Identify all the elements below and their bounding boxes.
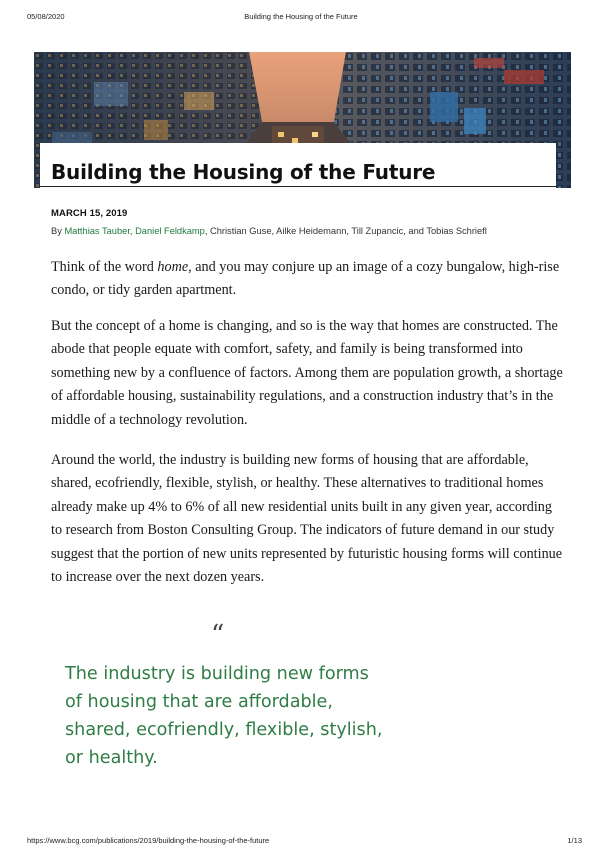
print-page-number: 1/13 [567, 836, 582, 845]
print-footer [0, 836, 602, 848]
author-link-1[interactable]: Matthias Tauber [64, 226, 130, 236]
print-url: https://www.bcg.com/publications/2019/building-the-housing-of-the-future [27, 836, 270, 845]
byline: By Matthias Tauber, Daniel Feldkamp, Christian Guse, Ailke Heidemann, Till Zupancic, and Tobias Schriefl [51, 226, 487, 236]
print-date: 05/08/2020 [27, 12, 65, 21]
pull-quote: The industry is building new forms of housing that are affordable, shared, ecofriendly, flexible, stylish, or healthy. [65, 664, 383, 768]
paragraph-1-emphasis: home [157, 259, 189, 275]
byline-authors: , Christian Guse, Ailke Heidemann, Till Zupancic, and Tobias Schriefl [204, 226, 487, 236]
paragraph-1 [51, 256, 566, 303]
paragraph-1-end: , and you may conjure up an image of a cozy bungalow, high-rise condo, or tidy garden apartment. [51, 259, 560, 299]
paragraph-3: Around the world, the industry is building new forms of housing that are affordable, shared, ecofriendly, flexible, stylish, or healthy. These alternatives to traditional homes already make up 4% to 6% of all new residential units built in any given year, according to research from Boston Consulting Group. The indicators of future demand in our study suggest that the portion of new units represented by futuristic housing forms will continue to increase over the next dozen years. [51, 452, 563, 586]
paragraph-1-start: Think of the word [51, 259, 158, 275]
publish-date: MARCH 15, 2019 [51, 208, 128, 219]
quote-mark-icon: “ [211, 620, 225, 650]
byline-prefix: By [51, 226, 65, 236]
article-title: Building the Housing of the Future [51, 160, 436, 184]
author-link-2[interactable]: Daniel Feldkamp [135, 226, 205, 236]
print-header [0, 12, 602, 24]
print-page-title: Building the Housing of the Future [244, 12, 358, 21]
title-underline [40, 186, 556, 187]
paragraph-2: But the concept of a home is changing, and so is the way that homes are constructed. The abode that people equate with comfort, safety, and family is being transformed into something new by a confluence of factors. Among them are population growth, a shortage of affordable housing, sustainability regulations, and a construction industry that’s in the middle of a technology revolution. [51, 318, 563, 428]
